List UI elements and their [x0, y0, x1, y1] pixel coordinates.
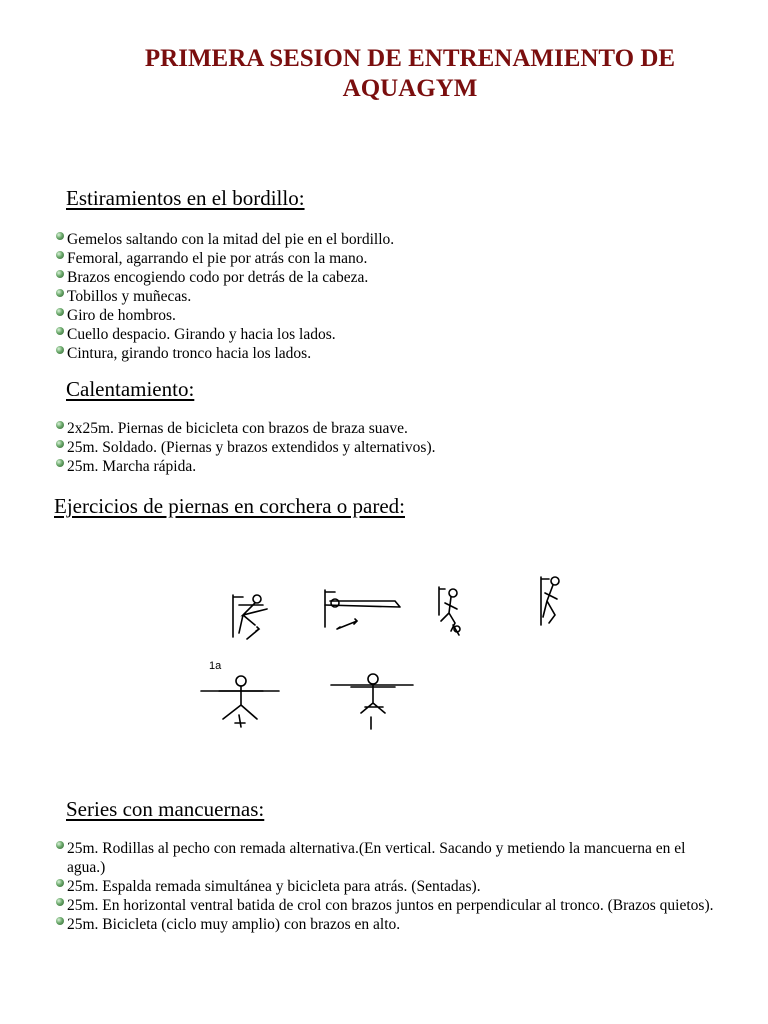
list-item: Cuello despacio. Girando y hacia los lados.	[56, 325, 716, 344]
list-item: Gemelos saltando con la mitad del pie en el bordillo.	[56, 230, 716, 249]
page-title-line-1: PRIMERA SESION DE ENTRENAMIENTO DE	[144, 45, 676, 72]
stick-figures-illustration	[195, 565, 575, 745]
list-item: 25m. Espalda remada simultánea y bicicleta para atrás. (Sentadas).	[56, 877, 716, 896]
figure-knee-raise	[439, 587, 460, 635]
figure-label: 1a	[209, 660, 222, 672]
bullet-icon	[56, 308, 64, 316]
bullet-icon	[56, 270, 64, 278]
list-item: 25m. Marcha rápida.	[56, 457, 716, 476]
list-calentamiento	[56, 419, 716, 476]
list-item: 25m. En horizontal ventral batida de crol con brazos juntos en perpendicular al tronco. (Brazos quietos).	[56, 896, 716, 915]
figure-wall-stand	[541, 577, 559, 625]
figure-leg-raise-side	[233, 595, 267, 639]
figure-horizontal-scissor	[201, 676, 279, 727]
bullet-icon	[56, 346, 64, 354]
page-title-line-2: AQUAGYM	[342, 75, 478, 102]
list-item: 2x25m. Piernas de bicicleta con brazos de braza suave.	[56, 419, 716, 438]
list-item: 25m. Soldado. (Piernas y brazos extendidos y alternativos).	[56, 438, 716, 457]
list-item: Cintura, girando tronco hacia los lados.	[56, 344, 716, 363]
heading-estiramientos: Estiramientos en el bordillo:	[66, 186, 305, 210]
list-series	[56, 839, 716, 934]
heading-calentamiento: Calentamiento:	[66, 377, 195, 401]
list-item: Giro de hombros.	[56, 306, 716, 325]
list-item: Femoral, agarrando el pie por atrás con la mano.	[56, 249, 716, 268]
bullet-icon	[56, 289, 64, 297]
bullet-icon	[56, 459, 64, 467]
list-item: 25m. Rodillas al pecho con remada alternativa.(En vertical. Sacando y metiendo la mancuerna en el agua.)	[56, 839, 716, 877]
figure-leg-extension	[325, 590, 400, 629]
bullet-icon	[56, 327, 64, 335]
list-item: 25m. Bicicleta (ciclo muy amplio) con brazos en alto.	[56, 915, 716, 934]
bullet-icon	[56, 421, 64, 429]
list-item: Tobillos y muñecas.	[56, 287, 716, 306]
heading-ejercicios: Ejercicios de piernas en corchera o pared:	[54, 494, 405, 518]
page-title	[60, 44, 760, 104]
bullet-icon	[56, 879, 64, 887]
bullet-icon	[56, 898, 64, 906]
heading-series: Series con mancuernas:	[66, 797, 265, 821]
figure-horizontal-kick	[331, 674, 413, 729]
bullet-icon	[56, 251, 64, 259]
list-estiramientos	[56, 230, 716, 363]
bullet-icon	[56, 440, 64, 448]
bullet-icon	[56, 841, 64, 849]
exercise-figures	[195, 565, 575, 745]
bullet-icon	[56, 917, 64, 925]
list-item: Brazos encogiendo codo por detrás de la cabeza.	[56, 268, 716, 287]
bullet-icon	[56, 232, 64, 240]
